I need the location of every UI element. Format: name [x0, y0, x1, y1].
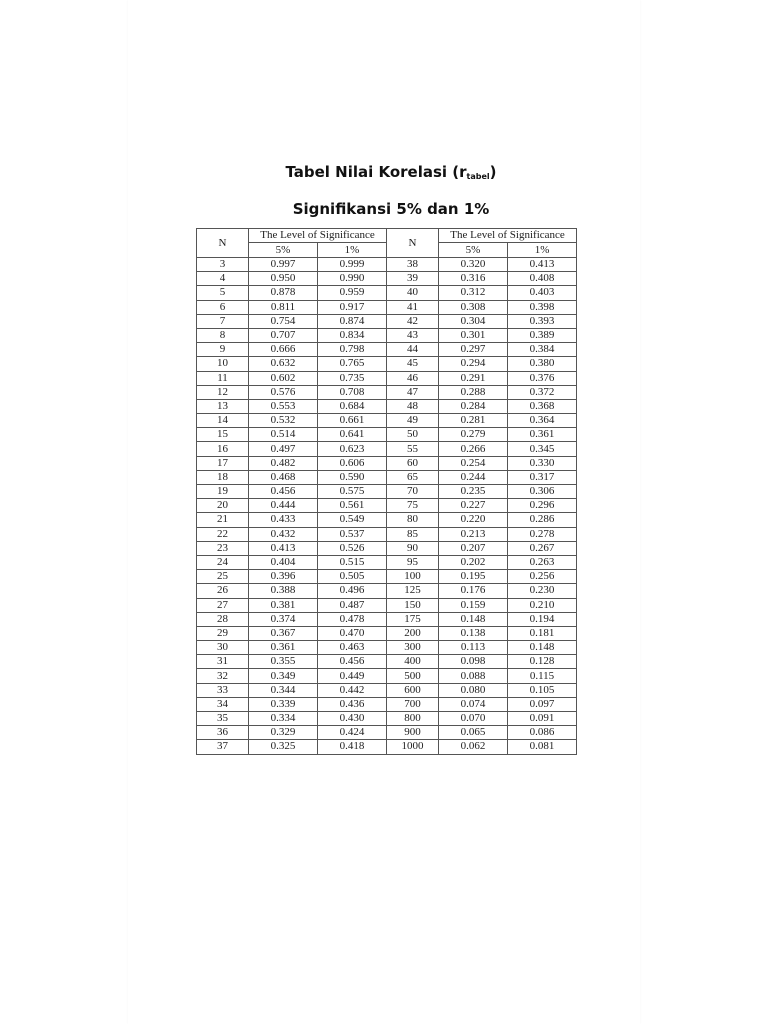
- cell-n-left: 20: [197, 499, 249, 513]
- cell-n-right: 125: [387, 584, 439, 598]
- cell-r1-left: 0.436: [318, 697, 387, 711]
- cell-r5-left: 0.334: [249, 712, 318, 726]
- cell-r5-left: 0.432: [249, 527, 318, 541]
- correlation-table: [196, 228, 577, 755]
- cell-r5-right: 0.220: [439, 513, 508, 527]
- table-row: [197, 555, 577, 569]
- cell-r1-right: 0.408: [508, 272, 577, 286]
- cell-r1-right: 0.263: [508, 555, 577, 569]
- table-row: [197, 442, 577, 456]
- col-1pct-left: 1%: [318, 243, 387, 258]
- cell-n-right: 300: [387, 641, 439, 655]
- cell-n-right: 48: [387, 399, 439, 413]
- cell-r5-right: 0.312: [439, 286, 508, 300]
- cell-n-right: 1000: [387, 740, 439, 754]
- cell-r5-left: 0.413: [249, 541, 318, 555]
- cell-r5-right: 0.195: [439, 570, 508, 584]
- cell-n-right: 60: [387, 456, 439, 470]
- cell-r5-left: 0.456: [249, 485, 318, 499]
- table-header-row: [197, 229, 577, 243]
- table-row: [197, 485, 577, 499]
- cell-n-right: 50: [387, 428, 439, 442]
- cell-n-right: 95: [387, 555, 439, 569]
- cell-r5-left: 0.468: [249, 470, 318, 484]
- table-row: [197, 258, 577, 272]
- cell-n-left: 21: [197, 513, 249, 527]
- cell-r5-right: 0.291: [439, 371, 508, 385]
- page-title: [14, 162, 768, 187]
- cell-r5-right: 0.138: [439, 626, 508, 640]
- cell-r1-right: 0.364: [508, 414, 577, 428]
- cell-r5-left: 0.997: [249, 258, 318, 272]
- cell-n-left: 8: [197, 328, 249, 342]
- cell-r1-left: 0.515: [318, 555, 387, 569]
- cell-n-right: 85: [387, 527, 439, 541]
- cell-r1-right: 0.306: [508, 485, 577, 499]
- cell-n-left: 19: [197, 485, 249, 499]
- cell-n-right: 38: [387, 258, 439, 272]
- cell-r5-right: 0.304: [439, 314, 508, 328]
- cell-r5-right: 0.159: [439, 598, 508, 612]
- table-row: [197, 641, 577, 655]
- cell-n-left: 12: [197, 385, 249, 399]
- cell-r1-right: 0.105: [508, 683, 577, 697]
- table-body: [197, 258, 577, 755]
- cell-r1-left: 0.999: [318, 258, 387, 272]
- cell-r1-left: 0.798: [318, 343, 387, 357]
- cell-r1-left: 0.496: [318, 584, 387, 598]
- cell-n-left: 17: [197, 456, 249, 470]
- cell-r1-left: 0.418: [318, 740, 387, 754]
- cell-n-right: 47: [387, 385, 439, 399]
- table-row: [197, 697, 577, 711]
- cell-n-left: 10: [197, 357, 249, 371]
- cell-r1-right: 0.148: [508, 641, 577, 655]
- cell-r1-right: 0.317: [508, 470, 577, 484]
- cell-r5-left: 0.404: [249, 555, 318, 569]
- table-row: [197, 655, 577, 669]
- cell-r1-left: 0.606: [318, 456, 387, 470]
- cell-r1-right: 0.380: [508, 357, 577, 371]
- table-row: [197, 428, 577, 442]
- table-row: [197, 314, 577, 328]
- cell-r1-right: 0.413: [508, 258, 577, 272]
- cell-n-right: 70: [387, 485, 439, 499]
- title-close-paren: ): [489, 163, 497, 181]
- cell-r1-right: 0.345: [508, 442, 577, 456]
- cell-n-left: 31: [197, 655, 249, 669]
- cell-r5-right: 0.065: [439, 726, 508, 740]
- cell-n-left: 14: [197, 414, 249, 428]
- cell-n-left: 22: [197, 527, 249, 541]
- cell-r1-left: 0.561: [318, 499, 387, 513]
- cell-r5-right: 0.074: [439, 697, 508, 711]
- table-row: [197, 612, 577, 626]
- table-row: [197, 712, 577, 726]
- cell-r1-left: 0.735: [318, 371, 387, 385]
- cell-r5-left: 0.361: [249, 641, 318, 655]
- cell-r5-left: 0.444: [249, 499, 318, 513]
- cell-r5-right: 0.148: [439, 612, 508, 626]
- cell-n-left: 36: [197, 726, 249, 740]
- cell-n-right: 40: [387, 286, 439, 300]
- cell-r5-left: 0.707: [249, 328, 318, 342]
- cell-n-left: 34: [197, 697, 249, 711]
- cell-r1-right: 0.097: [508, 697, 577, 711]
- cell-r5-left: 0.388: [249, 584, 318, 598]
- cell-r5-right: 0.316: [439, 272, 508, 286]
- cell-r5-left: 0.514: [249, 428, 318, 442]
- cell-r1-right: 0.230: [508, 584, 577, 598]
- n-header-right: N: [387, 229, 439, 258]
- cell-r1-left: 0.990: [318, 272, 387, 286]
- cell-n-left: 5: [197, 286, 249, 300]
- cell-r1-left: 0.478: [318, 612, 387, 626]
- cell-r1-right: 0.393: [508, 314, 577, 328]
- table-row: [197, 726, 577, 740]
- cell-n-right: 500: [387, 669, 439, 683]
- table-row: [197, 669, 577, 683]
- cell-r5-left: 0.532: [249, 414, 318, 428]
- cell-r1-right: 0.091: [508, 712, 577, 726]
- cell-r5-right: 0.254: [439, 456, 508, 470]
- cell-n-left: 13: [197, 399, 249, 413]
- cell-r5-left: 0.355: [249, 655, 318, 669]
- cell-r5-right: 0.297: [439, 343, 508, 357]
- cell-r5-right: 0.244: [439, 470, 508, 484]
- cell-r1-left: 0.449: [318, 669, 387, 683]
- cell-n-left: 23: [197, 541, 249, 555]
- cell-r1-right: 0.181: [508, 626, 577, 640]
- cell-r5-left: 0.396: [249, 570, 318, 584]
- cell-n-left: 3: [197, 258, 249, 272]
- cell-r5-right: 0.113: [439, 641, 508, 655]
- cell-n-right: 700: [387, 697, 439, 711]
- cell-r5-right: 0.235: [439, 485, 508, 499]
- cell-r1-left: 0.623: [318, 442, 387, 456]
- table-row: [197, 527, 577, 541]
- cell-r1-right: 0.194: [508, 612, 577, 626]
- cell-r5-right: 0.227: [439, 499, 508, 513]
- cell-r5-right: 0.266: [439, 442, 508, 456]
- cell-r1-right: 0.384: [508, 343, 577, 357]
- cell-r1-left: 0.575: [318, 485, 387, 499]
- cell-r1-left: 0.537: [318, 527, 387, 541]
- cell-n-right: 43: [387, 328, 439, 342]
- cell-r5-left: 0.553: [249, 399, 318, 413]
- cell-r1-right: 0.081: [508, 740, 577, 754]
- cell-r1-right: 0.210: [508, 598, 577, 612]
- cell-r1-left: 0.470: [318, 626, 387, 640]
- cell-r5-left: 0.381: [249, 598, 318, 612]
- cell-n-right: 45: [387, 357, 439, 371]
- table-row: [197, 598, 577, 612]
- table-row: [197, 399, 577, 413]
- table-row: [197, 300, 577, 314]
- cell-r5-right: 0.080: [439, 683, 508, 697]
- cell-n-left: 24: [197, 555, 249, 569]
- table-row: [197, 683, 577, 697]
- cell-r1-left: 0.684: [318, 399, 387, 413]
- cell-n-right: 150: [387, 598, 439, 612]
- cell-r5-left: 0.576: [249, 385, 318, 399]
- cell-r5-right: 0.320: [439, 258, 508, 272]
- cell-n-right: 100: [387, 570, 439, 584]
- table-row: [197, 541, 577, 555]
- table-row: [197, 357, 577, 371]
- table-row: [197, 272, 577, 286]
- table-row: [197, 570, 577, 584]
- cell-r5-left: 0.339: [249, 697, 318, 711]
- table-row: [197, 513, 577, 527]
- cell-r1-left: 0.463: [318, 641, 387, 655]
- cell-r1-right: 0.286: [508, 513, 577, 527]
- cell-n-left: 30: [197, 641, 249, 655]
- cell-n-left: 29: [197, 626, 249, 640]
- cell-r1-left: 0.590: [318, 470, 387, 484]
- cell-n-right: 55: [387, 442, 439, 456]
- table-row: [197, 414, 577, 428]
- cell-r1-left: 0.959: [318, 286, 387, 300]
- cell-n-left: 15: [197, 428, 249, 442]
- cell-r1-left: 0.834: [318, 328, 387, 342]
- cell-n-left: 11: [197, 371, 249, 385]
- cell-n-right: 80: [387, 513, 439, 527]
- cell-r1-right: 0.128: [508, 655, 577, 669]
- table-row: [197, 371, 577, 385]
- cell-r1-left: 0.917: [318, 300, 387, 314]
- cell-r1-right: 0.403: [508, 286, 577, 300]
- cell-r5-left: 0.325: [249, 740, 318, 754]
- cell-n-right: 46: [387, 371, 439, 385]
- cell-n-left: 4: [197, 272, 249, 286]
- cell-n-right: 900: [387, 726, 439, 740]
- cell-r5-left: 0.344: [249, 683, 318, 697]
- cell-r1-left: 0.442: [318, 683, 387, 697]
- cell-r1-left: 0.526: [318, 541, 387, 555]
- cell-r5-right: 0.213: [439, 527, 508, 541]
- cell-r1-left: 0.424: [318, 726, 387, 740]
- cell-n-left: 26: [197, 584, 249, 598]
- cell-r1-right: 0.267: [508, 541, 577, 555]
- cell-r5-left: 0.632: [249, 357, 318, 371]
- cell-n-left: 27: [197, 598, 249, 612]
- cell-r5-left: 0.602: [249, 371, 318, 385]
- cell-r1-right: 0.376: [508, 371, 577, 385]
- cell-r5-right: 0.070: [439, 712, 508, 726]
- cell-n-left: 33: [197, 683, 249, 697]
- cell-r5-right: 0.098: [439, 655, 508, 669]
- cell-n-right: 42: [387, 314, 439, 328]
- cell-n-right: 44: [387, 343, 439, 357]
- cell-n-left: 9: [197, 343, 249, 357]
- cell-n-right: 175: [387, 612, 439, 626]
- col-5pct-right: 5%: [439, 243, 508, 258]
- cell-n-right: 65: [387, 470, 439, 484]
- table-row: [197, 584, 577, 598]
- cell-n-left: 28: [197, 612, 249, 626]
- cell-r5-left: 0.497: [249, 442, 318, 456]
- cell-r1-right: 0.278: [508, 527, 577, 541]
- cell-r1-left: 0.874: [318, 314, 387, 328]
- cell-r5-right: 0.288: [439, 385, 508, 399]
- table-row: [197, 328, 577, 342]
- cell-r1-right: 0.372: [508, 385, 577, 399]
- cell-r1-right: 0.389: [508, 328, 577, 342]
- cell-n-right: 200: [387, 626, 439, 640]
- cell-r5-left: 0.950: [249, 272, 318, 286]
- title-main: Tabel Nilai Korelasi (r: [285, 163, 467, 181]
- cell-n-left: 7: [197, 314, 249, 328]
- cell-n-left: 37: [197, 740, 249, 754]
- page-subtitle: Signifikansi 5% dan 1%: [292, 200, 490, 218]
- cell-r5-right: 0.202: [439, 555, 508, 569]
- cell-r5-left: 0.349: [249, 669, 318, 683]
- cell-n-left: 32: [197, 669, 249, 683]
- cell-n-right: 39: [387, 272, 439, 286]
- cell-r5-left: 0.666: [249, 343, 318, 357]
- table-row: [197, 385, 577, 399]
- cell-r5-left: 0.329: [249, 726, 318, 740]
- cell-r5-left: 0.367: [249, 626, 318, 640]
- cell-r5-right: 0.281: [439, 414, 508, 428]
- cell-r1-left: 0.456: [318, 655, 387, 669]
- cell-r1-right: 0.361: [508, 428, 577, 442]
- cell-n-left: 35: [197, 712, 249, 726]
- cell-r5-right: 0.062: [439, 740, 508, 754]
- col-5pct-left: 5%: [249, 243, 318, 258]
- cell-r5-right: 0.294: [439, 357, 508, 371]
- cell-n-right: 75: [387, 499, 439, 513]
- cell-r1-left: 0.641: [318, 428, 387, 442]
- cell-r5-right: 0.176: [439, 584, 508, 598]
- cell-r5-right: 0.308: [439, 300, 508, 314]
- table-row: [197, 286, 577, 300]
- cell-r1-left: 0.487: [318, 598, 387, 612]
- cell-r1-right: 0.256: [508, 570, 577, 584]
- col-1pct-right: 1%: [508, 243, 577, 258]
- cell-r1-left: 0.549: [318, 513, 387, 527]
- cell-r1-right: 0.086: [508, 726, 577, 740]
- cell-n-left: 25: [197, 570, 249, 584]
- cell-r5-left: 0.811: [249, 300, 318, 314]
- table-row: [197, 740, 577, 754]
- cell-n-right: 90: [387, 541, 439, 555]
- cell-n-right: 41: [387, 300, 439, 314]
- cell-n-left: 16: [197, 442, 249, 456]
- cell-r5-left: 0.754: [249, 314, 318, 328]
- cell-r1-left: 0.661: [318, 414, 387, 428]
- cell-r1-right: 0.368: [508, 399, 577, 413]
- significance-header-left: The Level of Significance: [249, 229, 387, 243]
- title-block: [0, 162, 768, 219]
- table-row: [197, 470, 577, 484]
- cell-r5-right: 0.279: [439, 428, 508, 442]
- table-row: [197, 343, 577, 357]
- cell-n-right: 600: [387, 683, 439, 697]
- cell-n-left: 6: [197, 300, 249, 314]
- table-row: [197, 626, 577, 640]
- title-subscript: tabel: [466, 172, 490, 181]
- significance-header-right: The Level of Significance: [439, 229, 577, 243]
- cell-r5-right: 0.284: [439, 399, 508, 413]
- cell-r5-left: 0.433: [249, 513, 318, 527]
- cell-r1-left: 0.708: [318, 385, 387, 399]
- cell-r5-left: 0.482: [249, 456, 318, 470]
- cell-r1-right: 0.398: [508, 300, 577, 314]
- cell-r5-left: 0.374: [249, 612, 318, 626]
- n-header-left: N: [197, 229, 249, 258]
- cell-r5-right: 0.301: [439, 328, 508, 342]
- cell-r5-right: 0.207: [439, 541, 508, 555]
- cell-r5-right: 0.088: [439, 669, 508, 683]
- cell-r1-right: 0.296: [508, 499, 577, 513]
- cell-n-right: 49: [387, 414, 439, 428]
- cell-r1-left: 0.765: [318, 357, 387, 371]
- cell-n-right: 800: [387, 712, 439, 726]
- table-row: [197, 499, 577, 513]
- table-row: [197, 456, 577, 470]
- cell-r1-right: 0.115: [508, 669, 577, 683]
- cell-r5-left: 0.878: [249, 286, 318, 300]
- cell-n-left: 18: [197, 470, 249, 484]
- cell-r1-left: 0.505: [318, 570, 387, 584]
- cell-r1-left: 0.430: [318, 712, 387, 726]
- cell-n-right: 400: [387, 655, 439, 669]
- cell-r1-right: 0.330: [508, 456, 577, 470]
